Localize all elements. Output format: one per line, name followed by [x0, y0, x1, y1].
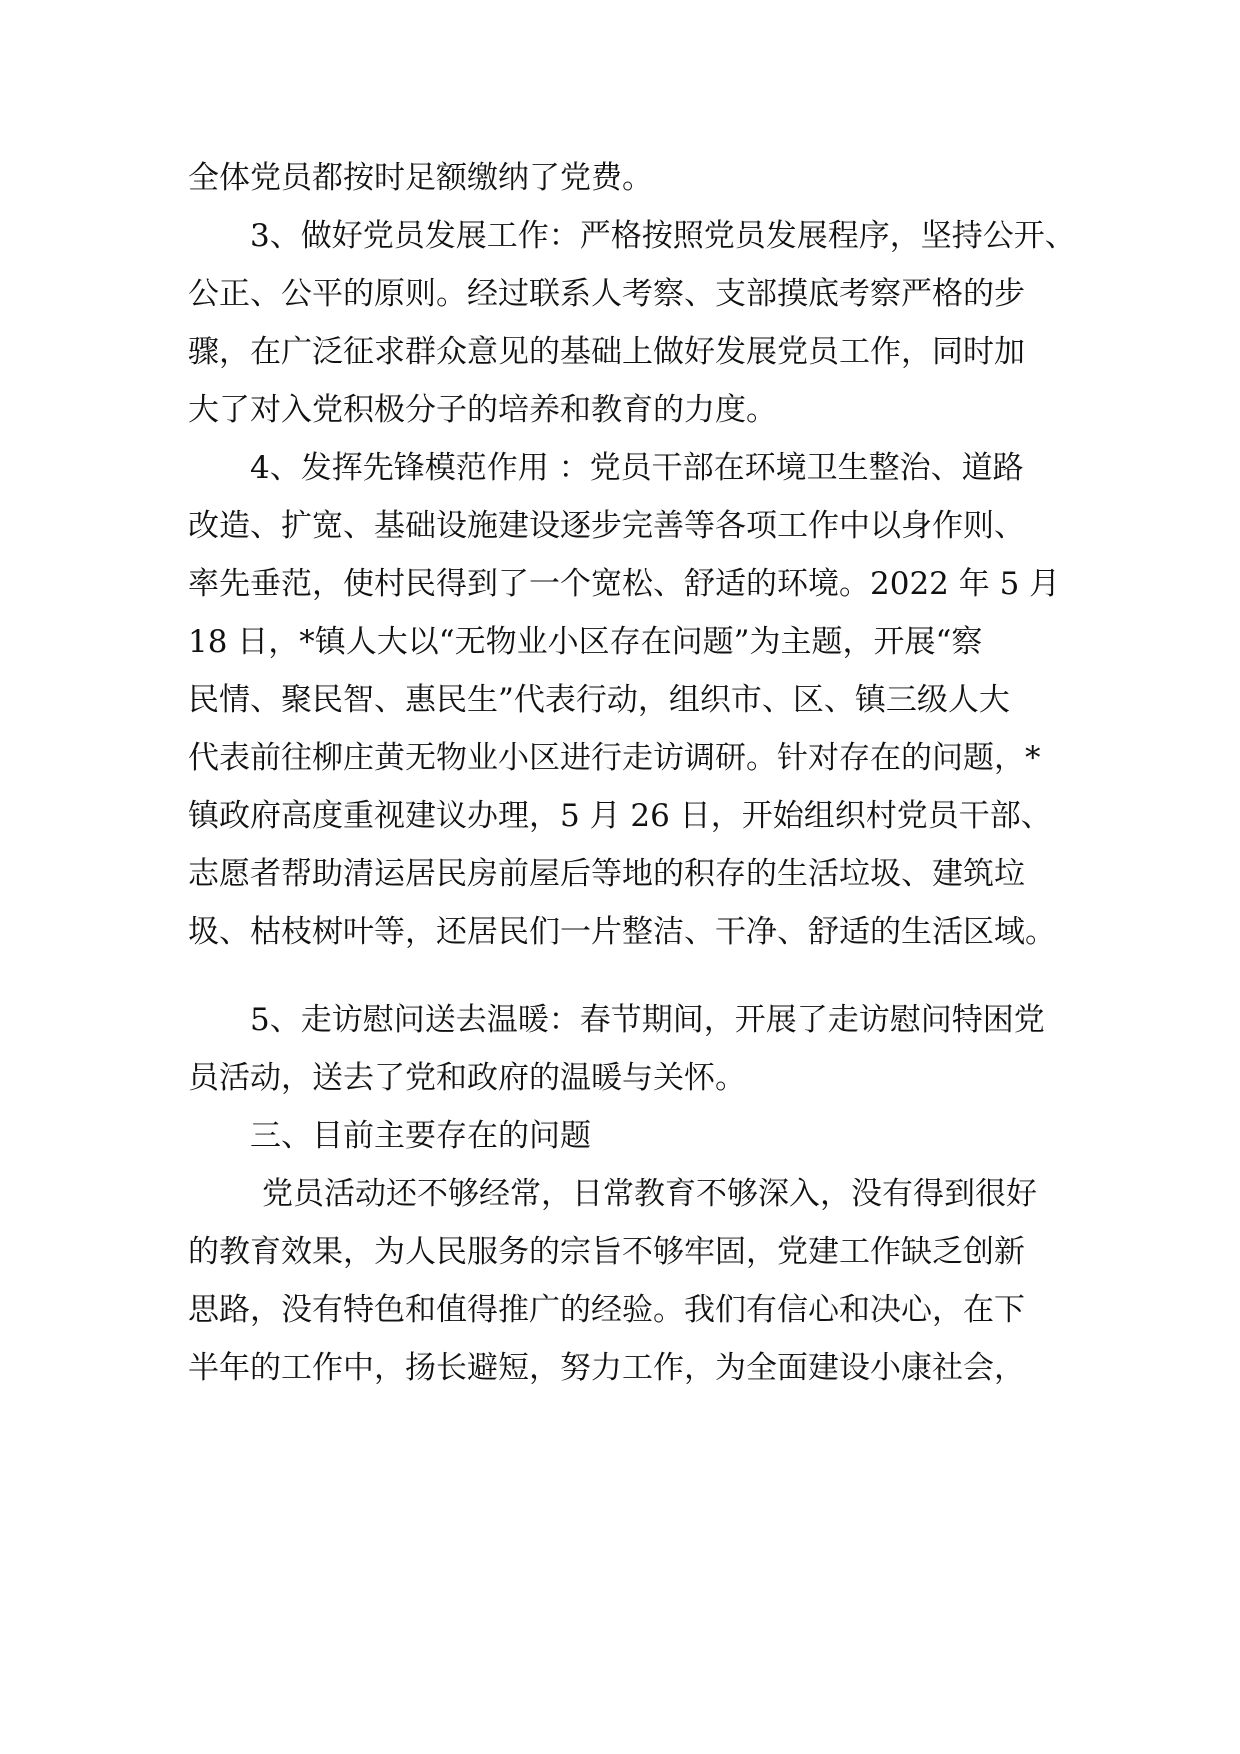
- text-line: 公正、公平的原则。经过联系人考察、支部摸底考察严格的步: [188, 276, 1025, 312]
- text-line: 大了对入党积极分子的培养和教育的力度。: [188, 392, 777, 428]
- text-line: 4、发挥先锋模范作用 ：党员干部在环境卫生整治、道路: [250, 450, 1024, 486]
- text-line: 骤，在广泛征求群众意见的基础上做好发展党员工作，同时加: [188, 334, 1025, 370]
- text-line: 改造、扩宽、基础设施建设逐步完善等各项工作中以身作则、: [188, 508, 1025, 544]
- text-line: 率先垂范，使村民得到了一个宽松、舒适的环境。2022 年 5 月: [188, 566, 1061, 602]
- text-line: 3、做好党员发展工作：严格按照党员发展程序，坚持公开、: [250, 218, 1076, 254]
- text-line: 镇政府高度重视建议办理，5 月 26 日，开始组织村党员干部、: [188, 798, 1052, 834]
- text-line: 全体党员都按时足额缴纳了党费。: [188, 160, 653, 196]
- text-line: 代表前往柳庄黄无物业小区进行走访调研。针对存在的问题，*: [188, 740, 1041, 776]
- text-line: 思路，没有特色和值得推广的经验。我们有信心和决心，在下: [188, 1292, 1025, 1328]
- text-line: 民情、聚民智、惠民生”代表行动，组织市、区、镇三级人大: [188, 682, 1010, 718]
- text-line: 圾、枯枝树叶等，还居民们一片整洁、干净、舒适的生活区域。: [188, 914, 1056, 950]
- section-heading: 三、目前主要存在的问题: [250, 1118, 591, 1154]
- text-line: 党员活动还不够经常，日常教育不够深入，没有得到很好: [262, 1176, 1037, 1212]
- text-line: 员活动，送去了党和政府的温暖与关怀。: [188, 1060, 746, 1096]
- text-line: 的教育效果，为人民服务的宗旨不够牢固，党建工作缺乏创新: [188, 1234, 1025, 1270]
- text-line: 志愿者帮助清运居民房前屋后等地的积存的生活垃圾、建筑垃: [188, 856, 1025, 892]
- text-line: 半年的工作中，扬长避短，努力工作，为全面建设小康社会，: [188, 1350, 1025, 1386]
- text-line: 5、走访慰问送去温暖：春节期间，开展了走访慰问特困党: [250, 1002, 1045, 1038]
- text-line: 18 日，*镇人大以“无物业小区存在问题”为主题，开展“察: [188, 624, 983, 660]
